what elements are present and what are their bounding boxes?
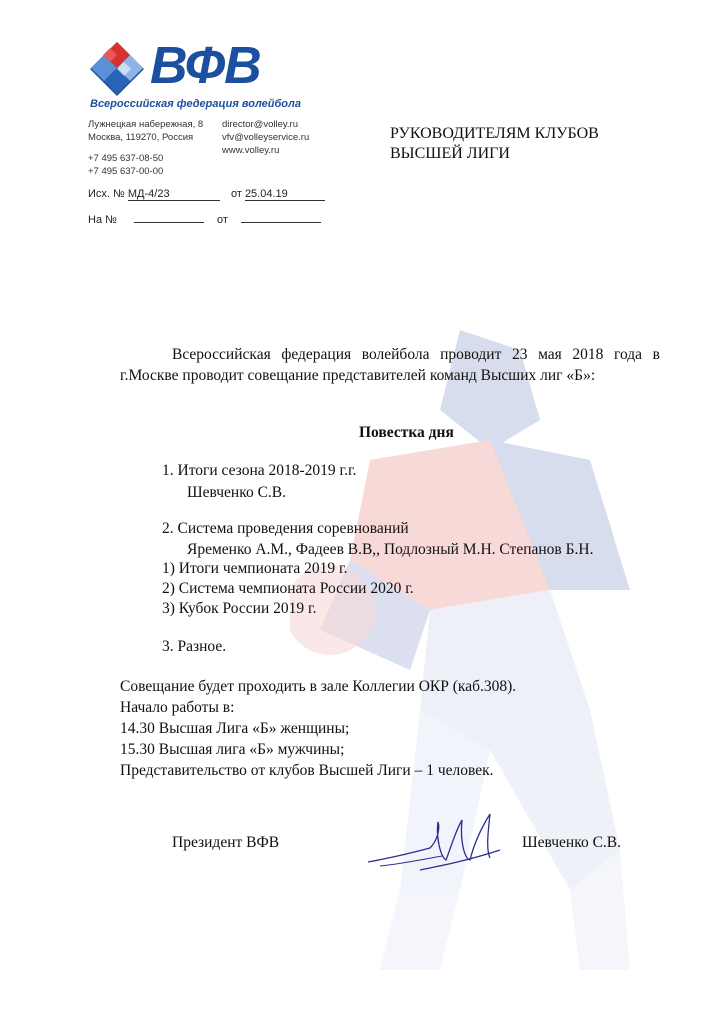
email-block (222, 118, 309, 157)
details-block (120, 676, 516, 781)
org-name: Всероссийская федерация волейбола (90, 98, 301, 110)
address-line: Лужнецкая набережная, 8 (88, 119, 204, 130)
details-line: 14.30 Высшая Лига «Б» женщины; (120, 720, 350, 737)
handwritten-signature (360, 800, 510, 880)
addressee-line: РУКОВОДИТЕЛЯМ КЛУБОВ (390, 125, 599, 142)
incoming-date-label: от (217, 214, 228, 226)
addressee-block (390, 124, 599, 164)
details-line: Совещание будет проходить в зале Коллегии ОКР (каб.308). (120, 678, 517, 695)
incoming-ref-row (88, 210, 321, 226)
incoming-label: На № (88, 214, 117, 226)
intro-line: Всероссийская федерация волейбола проводит 23 мая 2018 года в (172, 346, 660, 363)
ref-date: 25.04.19 (245, 188, 325, 201)
addressee-line: ВЫСШЕЙ ЛИГИ (390, 145, 510, 162)
agenda-subitem: 1) Итоги чемпионата 2019 г. (162, 560, 348, 577)
ref-number: МД-4/23 (128, 188, 220, 201)
address-line: Москва, 119270, Россия (88, 132, 194, 143)
ref-date-label: от (230, 188, 242, 200)
signatory-name: Шевченко С.В. (522, 834, 622, 851)
agenda-item-1-person: Шевченко С.В. (187, 484, 287, 501)
agenda-item-2: 2. Система проведения соревнований (162, 520, 409, 537)
agenda-title: Повестка дня (359, 424, 454, 441)
email-line: director@volley.ru (222, 119, 298, 130)
agenda-item-2-people: Яременко А.М., Фадеев В.В,, Подлозный М.Н. Степанов Б.Н. (187, 541, 594, 558)
ref-label: Исх. № (88, 188, 125, 200)
signatory-title: Президент ВФВ (172, 834, 280, 851)
website-line: www.volley.ru (222, 145, 280, 156)
details-line: Начало работы в: (120, 699, 235, 716)
volleyball-player-watermark (290, 330, 690, 990)
agenda-item-1: 1. Итоги сезона 2018-2019 г.г. (162, 462, 357, 479)
agenda-subitem: 2) Система чемпионата России 2020 г. (162, 580, 414, 597)
outgoing-ref-row (88, 188, 325, 201)
details-line: 15.30 Высшая лига «Б» мужчины; (120, 741, 345, 758)
vfv-logo-mark (88, 40, 146, 98)
details-line: Представительство от клубов Высшей Лиги – 1 человек. (120, 762, 494, 779)
phone-line: +7 495 637-08-50 (88, 153, 164, 164)
intro-paragraph (120, 344, 660, 386)
incoming-number-blank (134, 210, 204, 223)
email-line: vfv@volleyservice.ru (222, 132, 310, 143)
logo-wordmark: ВФВ (150, 37, 261, 95)
incoming-date-blank (241, 210, 321, 223)
address-block (88, 118, 203, 178)
intro-line: г.Москве проводит совещание представителей команд Высших лиг «Б»: (120, 367, 596, 384)
agenda-item-3: 3. Разное. (162, 638, 227, 655)
agenda-subitem: 3) Кубок России 2019 г. (162, 600, 317, 617)
phone-line: +7 495 637-00-00 (88, 166, 164, 177)
